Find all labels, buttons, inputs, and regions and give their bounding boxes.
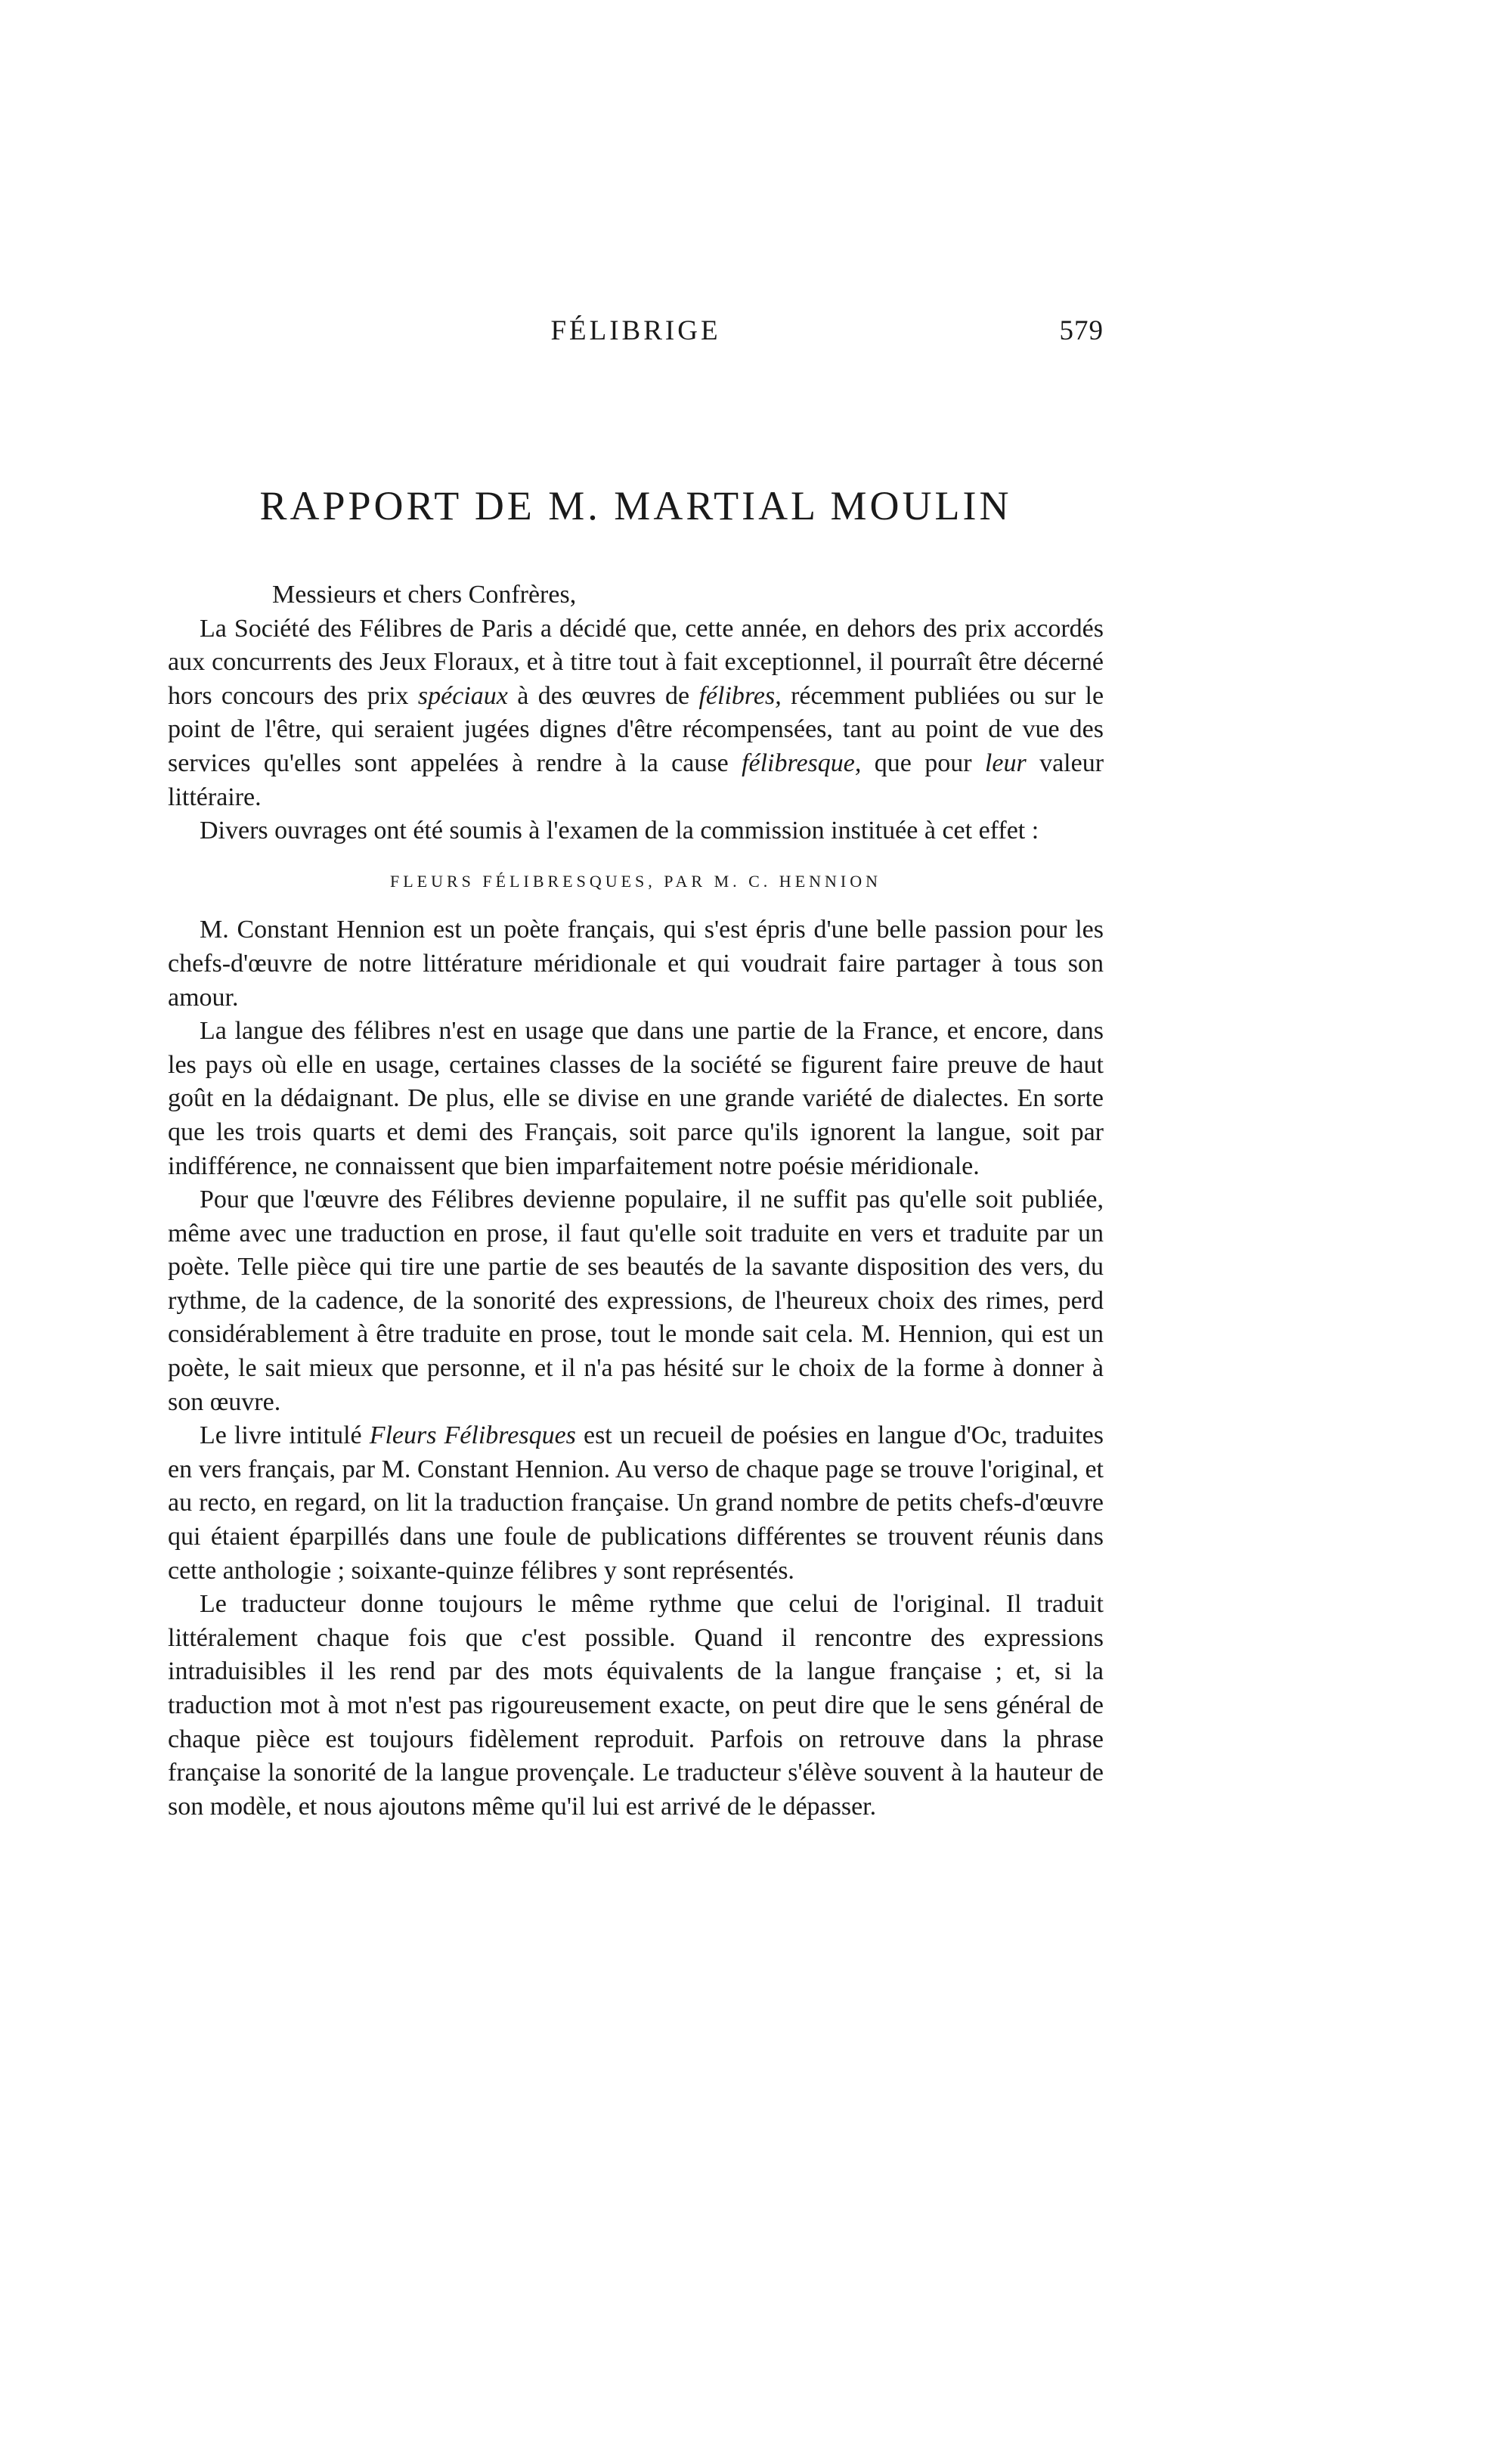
running-head	[168, 315, 1104, 360]
body-text	[168, 578, 1104, 1824]
salutation: Messieurs et chers Confrères,	[272, 581, 577, 609]
paragraph-5: Pour que l'œuvre des Félibres devienne populaire, il ne suffit pas qu'elle soit publiée, même avec une traduction en prose, il faut qu'elle soit traduite en vers et traduite par un poète. Telle pièce qui tire une partie de ses beautés de la savante disposition des vers, du rythme, de la cadence, de la sonorité des expressions, de l'heureux choix des rimes, perd considérablement à être traduite en prose, tout le monde sait cela. M. Hennion, qui est un poète, le sait mieux que personne, et il n'a pas hésité sur le choix de la forme à donner à son œuvre.	[168, 1186, 1104, 1416]
paragraph-6-part-b: est un recueil de poésies en langue d'Oc, traduites en vers français, par M. Constant Hennion. Au verso de chaque page se trouve l'original, et au recto, en regard, on lit la traduction française. Un grand nombre de petits chefs-d'œuvre qui étaient éparpillés dans une foule de publications différentes se trouvent réunis dans cette anthologie ; soixante-quinze félibres y sont représentés.	[168, 1421, 1104, 1585]
report-title: RAPPORT DE M. MARTIAL MOULIN	[259, 483, 1012, 528]
book-title-emphasis: Fleurs Félibresques	[369, 1421, 576, 1450]
paragraph-1-part-c: récemment publiées ou sur le point de l'être, qui seraient jugées dignes d'être récompensées, tant au point de vue des services qu'elles sont appelées à rendre à la cause	[168, 681, 1104, 777]
paragraph-6-part-a: Le livre intitulé	[200, 1421, 362, 1450]
paragraph-3: M. Constant Hennion est un poète français, qui s'est épris d'une belle passion pour les chefs-d'œuvre de notre littérature méridionale et qui voudrait faire partager à tous son amour.	[168, 916, 1104, 1012]
paragraph-1-part-d: que pour	[874, 748, 972, 777]
paragraph-7: Le traducteur donne toujours le même rythme que celui de l'original. Il traduit littéralement chaque fois que c'est possible. Quand il rencontre des expressions intraduisibles il les rend par des mots équivalents de la langue française ; et, si la traduction mot à mot n'est pas rigoureusement exacte, on peut dire que le sens général de chaque pièce est toujours fidèlement reproduit. Parfois on retrouve dans la phrase française la sonorité de la langue provençale. Le traducteur s'élève souvent à la hauteur de son modèle, et nous ajoutons même qu'il lui est arrivé de le dépasser.	[168, 1590, 1104, 1821]
paragraph-1-part-e: valeur littéraire.	[168, 748, 1104, 811]
paragraph-1-emphasis-3: félibresque,	[742, 748, 862, 777]
paragraph-1-emphasis-1: spéciaux	[417, 681, 508, 710]
book-page	[168, 287, 1104, 2329]
paragraph-1-emphasis-2: félibres,	[698, 681, 782, 710]
paragraph-1-part-a: La Société des Félibres de Paris a décidé que, cette année, en dehors des prix accordés aux concurrents des Jeux Floraux, et à titre tout à fait exceptionnel, il pourraît être décerné hors concours des prix	[168, 614, 1104, 710]
page-number: 579	[1059, 315, 1104, 346]
paragraph-2: Divers ouvrages ont été soumis à l'examen de la commission instituée à cet effet :	[200, 817, 1039, 845]
section-heading: FLEURS FÉLIBRESQUES, PAR M. C. HENNION	[389, 871, 882, 891]
paragraph-1-emphasis-4: leur	[984, 748, 1027, 777]
paragraph-6	[168, 1419, 1104, 1588]
paragraph-1-part-b: à des œuvres de	[517, 681, 690, 710]
running-head-title: FÉLIBRIGE	[550, 315, 721, 346]
paragraph-1	[168, 612, 1104, 815]
paragraph-4: La langue des félibres n'est en usage que dans une partie de la France, et encore, dans les pays où elle en usage, certaines classes de la société se figurent faire preuve de haut goût en la dédaignant. De plus, elle se divise en une grande variété de dialectes. En sorte que les trois quarts et demi des Français, soit parce qu'ils ignorent la langue, soit par indifférence, ne connaissent que bien imparfaitement notre poésie méridionale.	[168, 1017, 1104, 1180]
